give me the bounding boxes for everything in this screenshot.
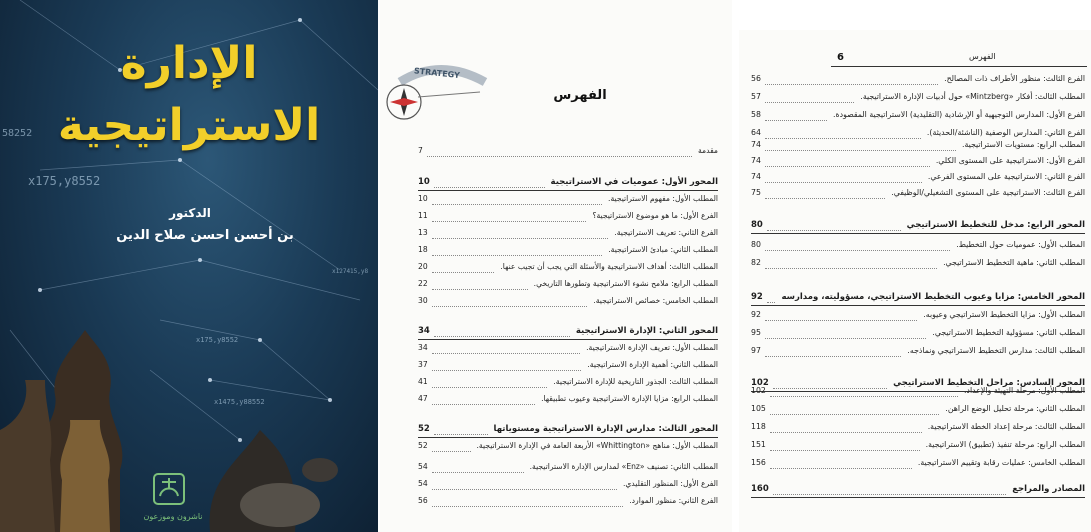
toc-entry-title: الفرع الأول: ما هو موضوع الاستراتيجية؟	[592, 211, 718, 220]
dot-leader	[770, 450, 920, 451]
toc-section-heading	[751, 220, 1085, 232]
toc-entry	[418, 262, 718, 274]
cover-coord-label: x127415,y8	[332, 268, 369, 275]
dot-leader	[765, 338, 927, 339]
toc-entry-title: المطلب الثاني: تصنيف «Enz» لمدارس الإدارة الاستراتيجية.	[529, 462, 718, 471]
toc-entry-title: المطلب الثاني: أهمية الإدارة الاستراتيجية.	[587, 360, 718, 369]
heading-underline	[418, 339, 718, 340]
dot-leader	[432, 472, 524, 473]
toc-entry-title: المطلب الرابع: مستويات الاستراتيجية.	[961, 140, 1085, 149]
dot-leader	[765, 198, 885, 199]
dot-leader	[432, 238, 609, 239]
toc-entry	[751, 240, 1085, 252]
toc-section-heading	[418, 424, 718, 436]
book-cover	[0, 0, 378, 532]
toc-entry	[418, 146, 718, 158]
toc-entry-page: 160	[751, 484, 769, 494]
toc-entry-title: المطلب الخامس: عمليات رقابة وتقييم الاستراتيجية.	[917, 458, 1085, 467]
toc-entry-page: 57	[751, 92, 761, 101]
toc-entry	[751, 74, 1085, 86]
toc-entry	[751, 346, 1085, 358]
toc-entry-title: المطلب الثالث: الجذور التاريخية للإدارة الاستراتيجية.	[553, 377, 718, 386]
toc-entry-page: 118	[751, 422, 766, 431]
dot-leader	[765, 120, 827, 121]
toc-entry-page: 54	[418, 462, 428, 471]
toc-entry-page: 18	[418, 245, 428, 254]
strategy-compass-stamp	[380, 52, 490, 132]
toc-title: الفهرس	[553, 88, 607, 103]
toc-entry-page: 56	[418, 496, 428, 505]
toc-entry	[751, 458, 1085, 470]
dot-leader	[770, 468, 912, 469]
toc-entry	[418, 441, 718, 453]
toc-entry	[418, 343, 718, 355]
dot-leader	[434, 434, 488, 435]
toc-entry	[751, 140, 1085, 152]
toc-entry-page: 10	[418, 194, 428, 203]
toc-entry	[418, 394, 718, 406]
toc-entry-page: 41	[418, 377, 428, 386]
dot-leader	[765, 150, 956, 151]
dot-leader	[770, 432, 922, 433]
dot-leader	[765, 84, 938, 85]
toc-entry-title: المحور الثاني: الإدارة الاستراتيجية	[575, 326, 718, 336]
toc-page-left	[380, 0, 732, 532]
toc-entry-title: المطلب الأول: مزايا التخطيط الاستراتيجي وعيوبه.	[923, 310, 1085, 319]
toc-entry-title: المطلب الأول: مفهوم الاستراتيجية.	[608, 194, 718, 203]
toc-entry-title: الفرع الثاني: منظور الموارد.	[629, 496, 718, 505]
toc-entry-title: المحور السادس: مراحل التخطيط الاستراتيجي	[893, 378, 1085, 388]
dot-leader	[432, 451, 471, 452]
dot-leader	[765, 250, 950, 251]
toc-entry	[418, 228, 718, 240]
toc-entry-title: المحور الأول: عموميات في الاستراتيجية	[550, 177, 718, 187]
heading-underline	[418, 437, 718, 438]
toc-entry-page: 52	[418, 441, 428, 450]
toc-entry	[751, 258, 1085, 270]
toc-entry-title: المحور الرابع: مدخل للتخطيط الاستراتيجي	[906, 220, 1085, 230]
dot-leader	[432, 204, 602, 205]
toc-entry	[751, 422, 1085, 434]
toc-entry	[418, 479, 718, 491]
toc-section-heading	[418, 177, 718, 189]
cover-title-line-1: الإدارة	[120, 38, 258, 89]
dot-leader	[432, 387, 548, 388]
dot-leader	[765, 356, 901, 357]
toc-entry	[418, 360, 718, 372]
toc-entry	[751, 128, 1085, 140]
toc-entry-page: 74	[751, 172, 761, 181]
toc-entry-page: 34	[418, 326, 430, 336]
toc-entry	[751, 92, 1085, 104]
toc-entry-title: المطلب الثاني: مسؤولية التخطيط الاستراتيجي.	[932, 328, 1085, 337]
toc-entry-page: 151	[751, 440, 766, 449]
heading-underline	[751, 233, 1085, 234]
toc-entry-page: 7	[418, 146, 423, 155]
toc-entry-page: 74	[751, 156, 761, 165]
toc-entry	[418, 377, 718, 389]
dot-leader	[432, 489, 617, 490]
toc-entry	[751, 156, 1085, 168]
toc-entry-page: 95	[751, 328, 761, 337]
dot-leader	[767, 230, 901, 231]
toc-entry-title: المطلب الرابع: مرحلة تنفيذ (تطبيق) الاستراتيجية.	[925, 440, 1085, 449]
cover-coord-label: x175,y8552	[28, 174, 101, 188]
toc-entry-title: المطلب الأول: مناهج «Whittington» الأربعة العامة في الإدارة الاستراتيجية.	[476, 441, 718, 450]
toc-entry-title: المطلب الثاني: مبادئ الاستراتيجية.	[608, 245, 718, 254]
dot-leader	[432, 404, 535, 405]
toc-entry-title: الفرع الثالث: الاستراتيجية على المستوى التشغيلي/الوظيفي.	[891, 188, 1085, 197]
dot-leader	[434, 336, 570, 337]
dot-leader	[765, 102, 854, 103]
toc-entry-page: 82	[751, 258, 761, 267]
toc-entry-page: 13	[418, 228, 428, 237]
toc-entry-page: 92	[751, 292, 763, 302]
dot-leader	[432, 272, 495, 273]
toc-entry-page: 74	[751, 140, 761, 149]
dot-leader	[432, 506, 624, 507]
toc-entry-page: 37	[418, 360, 428, 369]
toc-entry-page: 10	[418, 177, 430, 187]
toc-entry-page: 52	[418, 424, 430, 434]
dot-leader	[434, 187, 545, 188]
dot-leader	[765, 182, 922, 183]
toc-entry	[418, 462, 718, 474]
toc-entry	[418, 296, 718, 308]
cover-author-label: الدكتور	[169, 206, 211, 220]
toc-entry-page: 97	[751, 346, 761, 355]
toc-entry-title: المطلب الرابع: ملامح نشوء الاستراتيجية وتطورها التاريخي.	[533, 279, 718, 288]
dot-leader	[770, 396, 958, 397]
toc-entry-title: الفرع الثاني: الاستراتيجية على المستوى الفرعي.	[927, 172, 1085, 181]
toc-section-heading	[751, 292, 1085, 304]
dot-leader	[773, 494, 1006, 495]
toc-entry-page: 56	[751, 74, 761, 83]
toc-entry-page: 102	[751, 386, 766, 395]
toc-entry-page: 22	[418, 279, 428, 288]
cover-coord-label: x1475,y88552	[214, 398, 265, 406]
toc-page-right	[739, 30, 1091, 532]
toc-entry	[418, 279, 718, 291]
toc-entry-title: المطلب الثالث: مدارس التخطيط الاستراتيجي ونماذجه.	[907, 346, 1085, 355]
page-number: 6	[837, 52, 844, 63]
dot-leader	[765, 138, 921, 139]
toc-entry-title: المحور الخامس: مزايا وعيوب التخطيط الاستراتيجي، مسؤوليته، ومدارسه	[781, 292, 1085, 302]
toc-entry-page: 30	[418, 296, 428, 305]
toc-entry-title: المصادر والمراجع	[1012, 484, 1085, 494]
dot-leader	[765, 268, 937, 269]
toc-entry-page: 11	[418, 211, 428, 220]
dot-leader	[432, 370, 582, 371]
heading-underline	[418, 190, 718, 191]
cover-coord-label: 58252	[2, 128, 33, 139]
heading-underline	[751, 497, 1085, 498]
toc-entry-page: 156	[751, 458, 766, 467]
toc-entry-title: الفرع الثالث: منظور الأطراف ذات المصالح.	[944, 74, 1085, 83]
toc-entry-title: المطلب الثالث: أهداف الاستراتيجية والأسئلة التي يجب أن تجيب عنها.	[500, 262, 718, 271]
toc-entry-title: الفرع الأول: المنظور التقليدي.	[622, 479, 718, 488]
toc-entry-title: المطلب الرابع: مزايا الإدارة الاستراتيجية وعيوب تطبيقها.	[541, 394, 718, 403]
toc-entry-page: 80	[751, 220, 763, 230]
cover-coord-label: x175,y8552	[196, 336, 239, 344]
dot-leader	[432, 353, 580, 354]
dot-leader	[765, 320, 917, 321]
toc-entry-title: المطلب الثاني: مرحلة تحليل الوضع الراهن.	[945, 404, 1085, 413]
toc-entry-title: مقدمة	[697, 146, 718, 155]
toc-entry	[751, 386, 1085, 398]
toc-entry-page: 54	[418, 479, 428, 488]
cover-title-line-2: الاستراتيجية	[57, 100, 321, 151]
toc-entry	[751, 110, 1085, 122]
stamp-text: STRATEGY	[413, 66, 461, 81]
toc-entry-title: الفرع الأول: المدارس التوجيهية أو الإرشادية (التقليدية) الاستراتيجية المقصودة.	[833, 110, 1085, 119]
header-rule	[831, 66, 1087, 67]
toc-entry	[418, 496, 718, 508]
toc-entry-page: 47	[418, 394, 428, 403]
dot-leader	[767, 302, 776, 303]
dot-leader	[770, 414, 939, 415]
toc-entry-page: 58	[751, 110, 761, 119]
toc-entry-title: المطلب الخامس: خصائص الاستراتيجية.	[593, 296, 718, 305]
toc-entry-page: 92	[751, 310, 761, 319]
toc-entry	[418, 194, 718, 206]
toc-section-heading	[418, 326, 718, 338]
toc-entry	[751, 188, 1085, 200]
publisher-logo	[148, 468, 190, 510]
running-header: الفهرس	[969, 52, 996, 61]
toc-entry-page: 20	[418, 262, 428, 271]
toc-section-heading	[751, 484, 1085, 496]
toc-entry-title: الفرع الثاني: المدارس الوصفية (الناشئة/الحديثة).	[926, 128, 1085, 137]
dot-leader	[432, 289, 528, 290]
toc-entry-title: المطلب الأول: عموميات حول التخطيط.	[956, 240, 1085, 249]
toc-entry	[418, 211, 718, 223]
toc-entry-page: 102	[751, 378, 769, 388]
toc-entry	[418, 245, 718, 257]
dot-leader	[432, 306, 588, 307]
toc-entry	[751, 310, 1085, 322]
toc-entry-title: الفرع الأول: الاستراتيجية على المستوى الكلي.	[935, 156, 1085, 165]
toc-entry	[751, 328, 1085, 340]
dot-leader	[427, 156, 692, 157]
toc-entry-title: المطلب الثاني: ماهية التخطيط الاستراتيجي.	[943, 258, 1085, 267]
toc-entry-page: 64	[751, 128, 761, 137]
toc-entry	[751, 404, 1085, 416]
toc-entry-title: المطلب الأول: تعريف الإدارة الاستراتيجية.	[586, 343, 718, 352]
toc-entry-title: المطلب الثالث: مرحلة إعداد الخطة الاستراتيجية.	[927, 422, 1085, 431]
toc-entry	[751, 440, 1085, 452]
dot-leader	[432, 221, 587, 222]
toc-entry-title: المطلب الثالث: أفكار «Mintzberg» حول أدبيات الإدارة الاستراتيجية.	[860, 92, 1085, 101]
toc-entry-title: الفرع الثاني: تعريف الاستراتيجية.	[614, 228, 718, 237]
dot-leader	[432, 255, 603, 256]
publisher-name: ناشرون وموزعون	[143, 512, 203, 521]
toc-entry-page: 34	[418, 343, 428, 352]
toc-entry-page: 80	[751, 240, 761, 249]
toc-entry-title: المطلب الأول: مرحلة التهيئة والإعداد.	[964, 386, 1085, 395]
toc-entry-page: 105	[751, 404, 766, 413]
dot-leader	[765, 166, 930, 167]
cover-author-name: بن أحسن احسن صلاح الدين	[116, 228, 294, 243]
heading-underline	[751, 305, 1085, 306]
toc-entry-page: 75	[751, 188, 761, 197]
toc-entry-title: المحور الثالث: مدارس الإدارة الاستراتيجية ومستوياتها	[493, 424, 718, 434]
toc-entry	[751, 172, 1085, 184]
